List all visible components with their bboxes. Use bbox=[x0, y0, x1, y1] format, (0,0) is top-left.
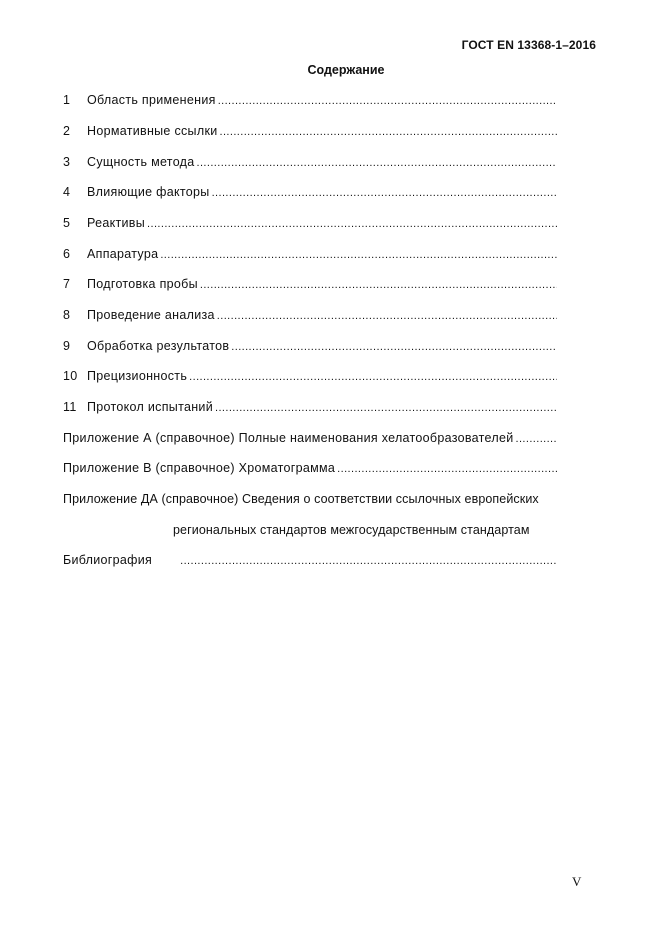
toc-entry-title: Сущность метода bbox=[87, 155, 195, 169]
toc-leader-dots bbox=[212, 187, 557, 199]
toc-entry[interactable] bbox=[63, 124, 557, 142]
toc-entry[interactable] bbox=[63, 155, 557, 173]
toc-entry-number: 11 bbox=[63, 400, 77, 414]
toc-entry[interactable] bbox=[63, 339, 557, 357]
toc-entry[interactable] bbox=[63, 216, 557, 234]
toc-entry-title: Обработка результатов bbox=[87, 339, 230, 353]
toc-entry-number: 8 bbox=[63, 308, 71, 322]
toc-leader-dots bbox=[231, 341, 557, 353]
toc-leader-dots bbox=[197, 157, 557, 169]
toc-entry-number: 1 bbox=[63, 93, 71, 107]
toc-entry[interactable] bbox=[63, 185, 557, 203]
toc-leader-dots bbox=[516, 433, 558, 445]
toc-leader-dots bbox=[180, 555, 557, 567]
toc-entry-title: Библиография bbox=[63, 553, 153, 567]
toc-annex-a[interactable] bbox=[63, 431, 557, 449]
toc-entry-title: Протокол испытаний bbox=[87, 400, 213, 414]
toc-entry-title: Аппаратура bbox=[87, 247, 159, 261]
toc-entry-number: 6 bbox=[63, 247, 71, 261]
toc-entry-title: Влияющие факторы bbox=[87, 185, 210, 199]
toc-entry[interactable] bbox=[63, 308, 557, 326]
toc-entry-title: Нормативные ссылки bbox=[87, 124, 218, 138]
toc-annex-da-line2[interactable]: региональных стандартов межгосударственным стандартам bbox=[173, 523, 530, 537]
toc-bibliography[interactable] bbox=[63, 553, 557, 571]
doc-code: ГОСТ EN 13368-1–2016 bbox=[461, 38, 596, 52]
toc-leader-dots bbox=[220, 126, 558, 138]
toc-entry-title: Реактивы bbox=[87, 216, 146, 230]
toc-leader-dots bbox=[200, 279, 557, 291]
toc-title: Содержание bbox=[307, 63, 385, 77]
toc-entry-title: Область применения bbox=[87, 93, 216, 107]
toc-entry-number: 10 bbox=[63, 369, 78, 383]
toc-leader-dots bbox=[189, 371, 557, 383]
toc-leader-dots bbox=[215, 402, 557, 414]
toc-entry[interactable] bbox=[63, 93, 557, 111]
toc-entry-title: Проведение анализа bbox=[87, 308, 215, 322]
toc-entry-number: 2 bbox=[63, 124, 71, 138]
toc-entry[interactable] bbox=[63, 369, 557, 387]
toc-entry-number: 4 bbox=[63, 185, 71, 199]
toc-entry[interactable] bbox=[63, 277, 557, 295]
toc-entry-title: Приложение В (справочное) Хроматограмма bbox=[63, 461, 336, 475]
toc-entry-number: 3 bbox=[63, 155, 71, 169]
toc-leader-dots bbox=[337, 463, 557, 475]
toc-entry-title: Подготовка пробы bbox=[87, 277, 198, 291]
toc-entry-number: 7 bbox=[63, 277, 71, 291]
toc-entry-title: Прецизионность bbox=[87, 369, 188, 383]
toc-leader-dots bbox=[217, 310, 557, 322]
toc-entry-title: Приложение А (справочное) Полные наименования хелатообразователей bbox=[63, 431, 514, 445]
toc-entry[interactable] bbox=[63, 247, 557, 265]
toc-annex-b[interactable] bbox=[63, 461, 557, 479]
toc-annex-da-line1[interactable]: Приложение ДА (справочное) Сведения о соответствии ссылочных европейских bbox=[63, 492, 539, 506]
toc-entry[interactable] bbox=[63, 400, 557, 418]
toc-leader-dots bbox=[218, 95, 557, 107]
toc-entry-number: 9 bbox=[63, 339, 71, 353]
toc-leader-dots bbox=[160, 249, 557, 261]
toc-leader-dots bbox=[147, 218, 557, 230]
toc-entry-number: 5 bbox=[63, 216, 71, 230]
page-number: V bbox=[572, 874, 582, 889]
